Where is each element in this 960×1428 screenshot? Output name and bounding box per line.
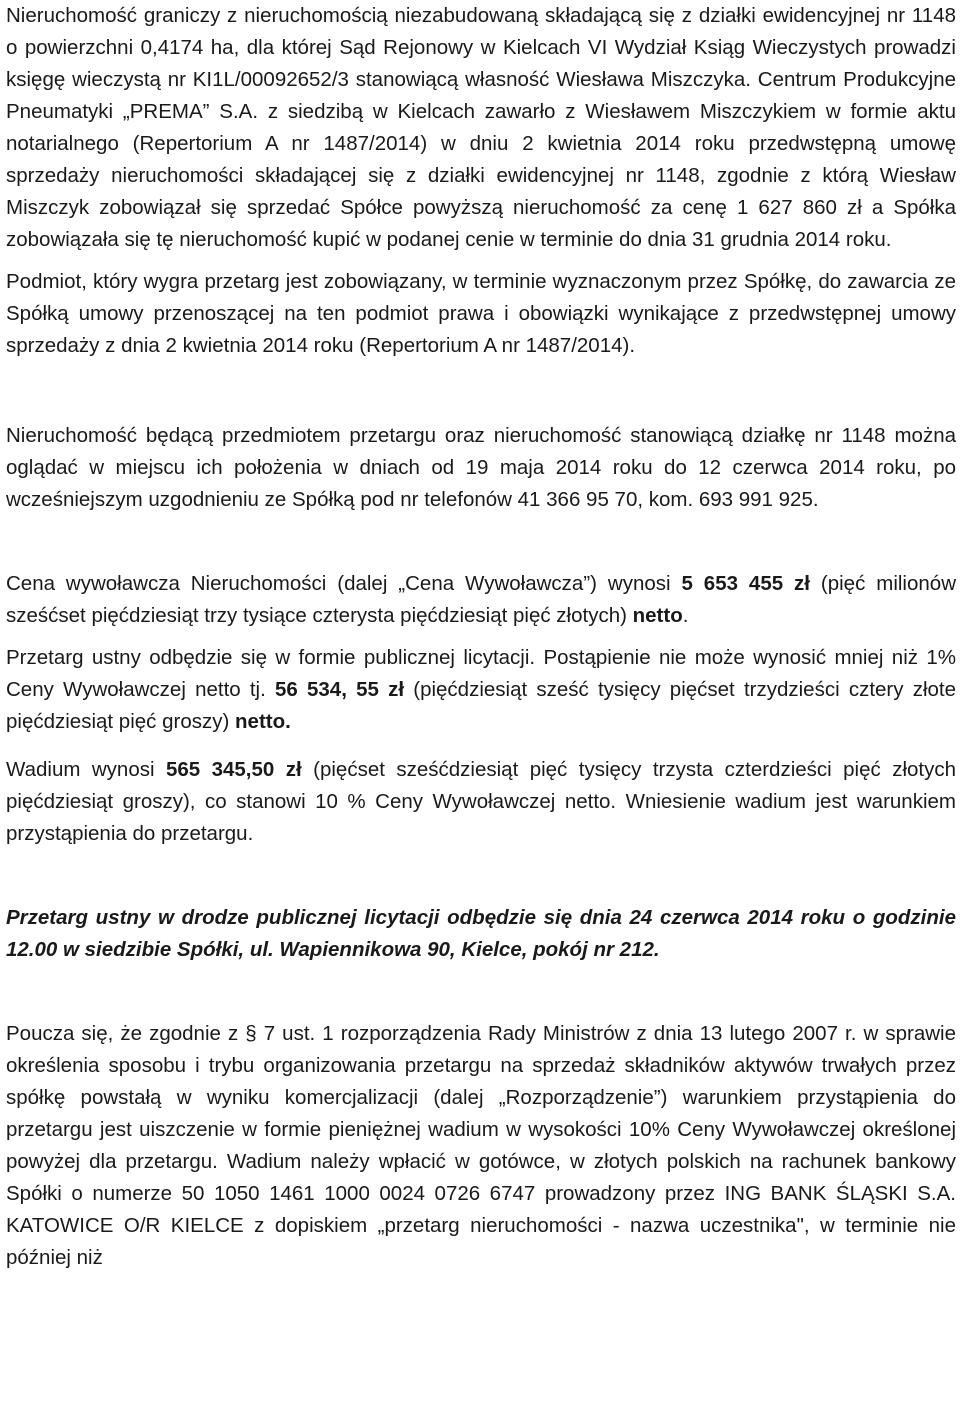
paragraph-deposit (6, 754, 956, 850)
bid-increment-text-1: Przetarg ustny odbędzie się w formie publicznej licytacji. Postąpienie nie może wynosić mniej niż 1% Ceny Wywoławczej netto tj. (6, 646, 956, 701)
starting-price-text-2: (pięć milionów sześćset pięćdziesiąt trzy tysiące czterysta pięćdziesiąt pięć złotych) (6, 572, 956, 627)
paragraph-bid-increment (6, 642, 956, 738)
bid-increment-netto: netto. (235, 710, 291, 733)
starting-price-text-1: Cena wywoławcza Nieruchomości (dalej „Cena Wywoławcza”) wynosi (6, 572, 682, 595)
document-body (6, 0, 956, 1274)
paragraph-starting-price (6, 568, 956, 632)
bid-increment-amount: 56 534, 55 zł (275, 678, 405, 701)
starting-price-amount: 5 653 455 zł (681, 572, 810, 595)
paragraph-auction-date-place: Przetarg ustny w drodze publicznej licytacji odbędzie się dnia 24 czerwca 2014 roku o godzinie 12.00 w siedzibie Spółki, ul. Wapiennikowa 90, Kielce, pokój nr 212. (6, 906, 956, 961)
bid-increment-text-2: (pięćdziesiąt sześć tysięcy pięćset trzydzieści cztery złote pięćdziesiąt pięć groszy) (6, 678, 956, 733)
deposit-text-1: Wadium wynosi (6, 758, 166, 781)
paragraph-neighbouring-property: Nieruchomość graniczy z nieruchomością niezabudowaną składającą się z działki ewidencyjnej nr 1148 o powierzchni 0,4174 ha, dla której Sąd Rejonowy w Kielcach VI Wydział Ksiąg Wieczystych prowadzi księgę wieczystą nr KI1L/00092652/3 stanowiącą własność Wiesława Miszczyka. Centrum Produkcyjne Pneumatyki „PREMA” S.A. z siedzibą w Kielcach zawarło z Wiesławem Miszczykiem w formie aktu notarialnego (Repertorium A nr 1487/2014) w dniu 2 kwietnia 2014 roku przedwstępną umowę sprzedaży nieruchomości składającej się z działki ewidencyjnej nr 1148, zgodnie z którą Wiesław Miszczyk zobowiązał się sprzedać Spółce powyższą nieruchomość za cenę 1 627 860 zł a Spółka zobowiązała się tę nieruchomość kupić w podanej cenie w terminie do dnia 31 grudnia 2014 roku. (6, 4, 956, 251)
starting-price-netto: netto (632, 604, 683, 627)
paragraph-winner-obligation: Podmiot, który wygra przetarg jest zobowiązany, w terminie wyznaczonym przez Spółkę, do zawarcia ze Spółką umowy przenoszącej na ten podmiot prawa i obowiązki wynikające z przedwstępnej umowy sprzedaży z dnia 2 kwietnia 2014 roku (Repertorium A nr 1487/2014). (6, 270, 956, 357)
deposit-text-2: (pięćset sześćdziesiąt pięć tysięcy trzysta czterdzieści pięć złotych pięćdziesiąt groszy), co stanowi 10 % Ceny Wywoławczej netto. Wniesienie wadium jest warunkiem przystąpienia do przetargu. (6, 758, 957, 845)
deposit-amount: 565 345,50 zł (165, 758, 302, 781)
paragraph-viewing-dates: Nieruchomość będącą przedmiotem przetargu oraz nieruchomość stanowiącą działkę nr 1148 można oglądać w miejscu ich położenia w dniach od 19 maja 2014 roku do 12 czerwca 2014 roku, po wcześniejszym uzgodnieniu ze Spółką pod nr telefonów 41 366 95 70, kom. 693 991 925. (6, 424, 956, 511)
starting-price-text-3: . (682, 604, 689, 627)
paragraph-instruction-regulation: Poucza się, że zgodnie z § 7 ust. 1 rozporządzenia Rady Ministrów z dnia 13 lutego 2007 r. w sprawie określenia sposobu i trybu organizowania przetargu na sprzedaż składników aktywów trwałych przez spółkę powstałą w wyniku komercjalizacji (dalej „Rozporządzenie”) warunkiem przystąpienia do przetargu jest uiszczenie w formie pieniężnej wadium w wysokości 10% Ceny Wywoławczej określonej powyżej dla przetargu. Wadium należy wpłacić w gotówce, w złotych polskich na rachunek bankowy Spółki o numerze 50 1050 1461 1000 0024 0726 6747 prowadzony przez ING BANK ŚLĄSKI S.A. KATOWICE O/R KIELCE z dopiskiem „przetarg nieruchomości - nazwa uczestnika", w terminie nie później niż (6, 1022, 956, 1269)
